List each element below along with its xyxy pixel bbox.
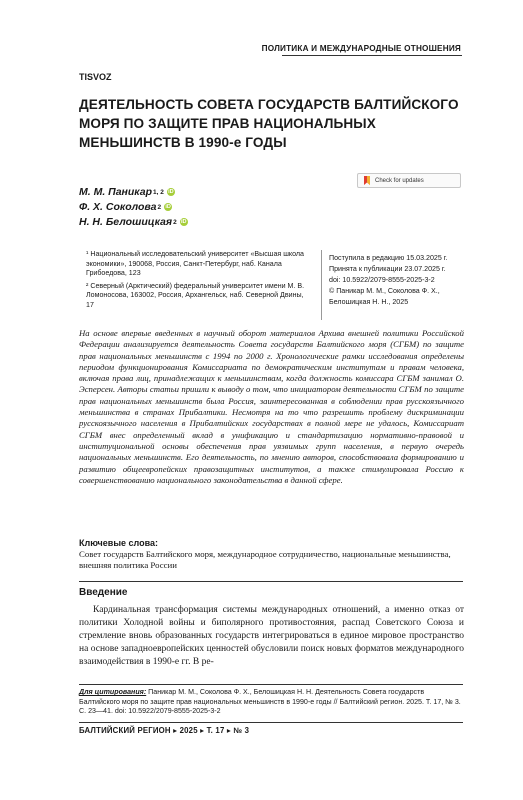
bookmark-icon [363,176,371,185]
received-date: Поступила в редакцию 15.03.2025 г. [329,254,448,262]
affiliation-1: ¹ Национальный исследовательский университет «Высшая школа экономики», 190068, Россия, Санкт-Петербург, наб. Канала Грибоедова, 123 [86,250,304,278]
citation-label: Для цитирования: [79,688,147,696]
orcid-icon[interactable]: iD [168,189,174,195]
section-rule [79,581,463,582]
check-for-updates-button[interactable] [357,173,461,188]
accepted-date: Принята к публикации 23.07.2025 г. [329,265,446,273]
author-affil-sup: 2 [173,218,177,226]
footer-rule [79,722,463,723]
journal-rubric: ПОЛИТИКА И МЕЖДУНАРОДНЫЕ ОТНОШЕНИЯ [261,44,461,53]
doi[interactable]: doi: 10.5922/2079-8555-2025-3-2 [329,276,435,284]
author-affil-sup: 2 [157,203,162,211]
check-updates-label: Check for updates [375,177,424,184]
author-affil-sup: 1, 2 [153,188,164,196]
author-name: Ф. Х. Соколова [79,201,157,213]
orcid-icon[interactable]: iD [165,204,171,210]
column-divider [321,250,322,320]
copyright: © Паникар М. М., Соколова Ф. Х., Белошицкая Н. Н., 2025 [329,287,440,306]
citation [79,688,464,717]
article-code: TISVOZ [79,72,112,82]
citation-rule [79,684,463,685]
author-name: Н. Н. Белошицкая [79,216,173,228]
publication-dates [329,253,469,308]
author-3 [79,216,188,228]
header-rule [282,55,462,56]
author-name: М. М. Паникар [79,186,153,198]
citation-text: Паникар М. М., Соколова Ф. Х., Белошицкая Н. Н. Деятельность Совета государств Балтийского моря по защите прав национальных меньшинств в 1990-е годы // Балтийский регион. 2025. Т. 17, № 3. С. 23—41. doi: 10.5922/2079-8555-2025-3-2 [79,688,461,716]
affiliation-2: ² Северный (Арктический) федеральный университет имени М. В. Ломоносова, 163002, Россия, Архангельск, наб. Северной Двины, 17 [86,281,305,309]
article-title: ДЕЯТЕЛЬНОСТЬ СОВЕТА ГОСУДАРСТВ БАЛТИЙСКОГО МОРЯ ПО ЗАЩИТЕ ПРАВ НАЦИОНАЛЬНЫХ МЕНЬШИНСТВ В 1990-е ГОДЫ [79,97,459,150]
body-paragraph: Кардинальная трансформация системы международных отношений, а именно отказ от политики Холодной войны и биполярного противостояния, распад Советского Союза и стремление вновь образованных государств интегрироваться в единое мировое пространство на основе западноевропейских ценностей обусловили поиск новых форматов международного взаимодействия в 1990-е гг. В ре- [79,605,464,667]
affiliations [79,250,311,314]
author-1 [79,186,175,198]
author-2 [79,201,172,213]
keywords-text: Совет государств Балтийского моря, международное сотрудничество, национальные меньшинства, внешняя политика России [79,549,451,571]
section-heading: Введение [79,587,128,598]
orcid-icon[interactable]: iD [180,219,187,225]
abstract: На основе впервые введенных в научный оборот материалов Архива внешней политики Российской Федерации анализируется деятельность Совета государств Балтийского моря (СГБМ) по защите прав национальных меньшинств с 1994 по 2000 г. Хронологические рамки исследования определены периодом функционирования Комиссариата по демократическим институтам и правам человека, включая права лиц, принадлежащих к меньшинствам, когда должность комиссара СГБМ занимал О. Эсперсен. Авторы статьи пришли к выводу о том, что инициатором деятельности СГБМ по защите прав национальных меньшинств была Россия, заинтересованная в соблюдении прав русскоязычного меньшинства в странах Прибалтики. Несмотря на то что разрешить проблему дискриминации русскоязычного населения в Прибалтийских государствах в полной мере не удалось, Комиссариат СГБМ внес определенный вклад в унификацию и стандартизацию нормативно-правовой и институциональной основы обеспечения прав уязвимых групп населения, в первую очередь национальных меньшинств. Его деятельность, по мнению авторов, способствовала формированию и развитию общеевропейских правозащитных институтов, а также стимулировала Россию к совершенствованию национального законодательства в данной сфере. [79,328,464,485]
keywords-title: Ключевые слова: [79,538,159,548]
journal-footer: БАЛТИЙСКИЙ РЕГИОН ▸ 2025 ▸ Т. 17 ▸ № 3 [79,726,250,735]
